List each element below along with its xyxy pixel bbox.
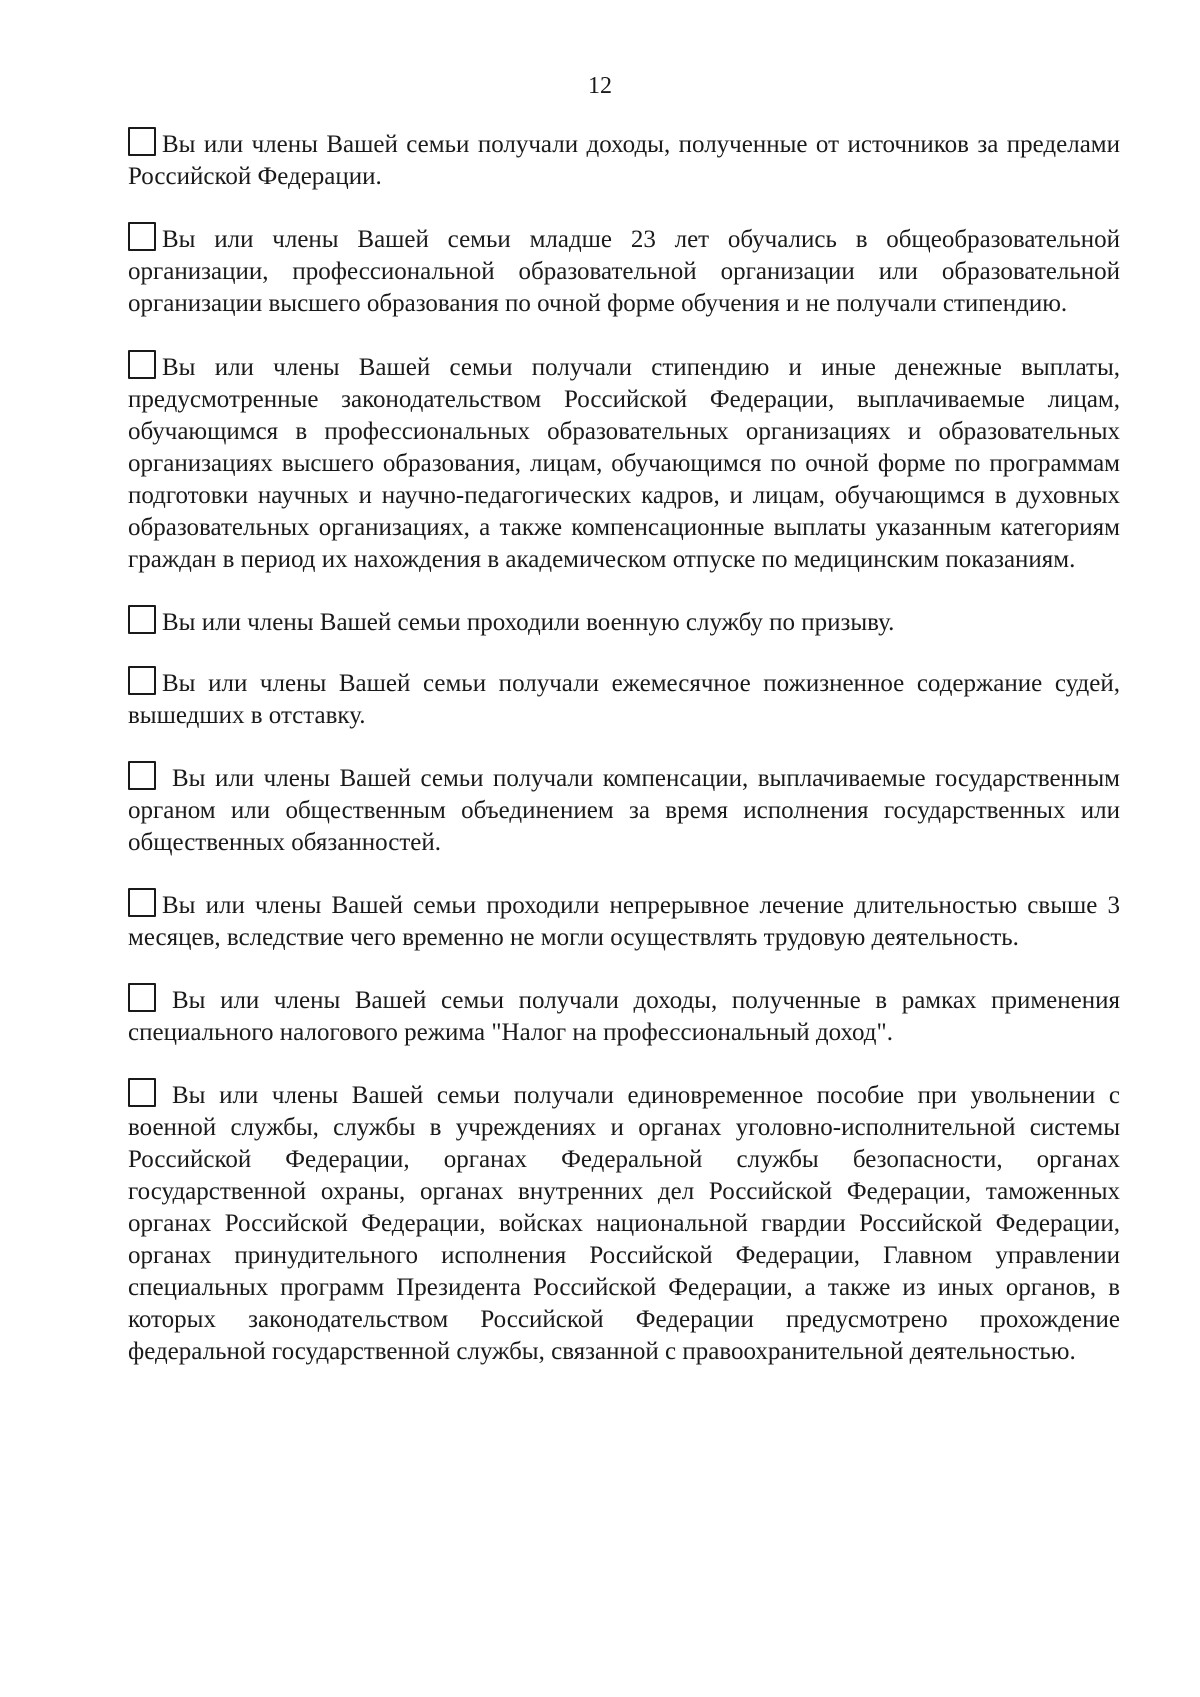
item-paragraph	[128, 605, 1120, 639]
list-item	[128, 666, 1120, 732]
item-paragraph	[128, 761, 1120, 859]
checkbox[interactable]	[128, 127, 156, 156]
item-text: Вы или члены Вашей семьи проходили военную службу по призыву.	[162, 609, 895, 636]
page-number: 12	[588, 73, 612, 99]
item-paragraph	[128, 127, 1120, 193]
item-paragraph	[128, 666, 1120, 732]
checkbox[interactable]	[128, 1078, 156, 1107]
checkbox[interactable]	[128, 761, 156, 790]
list-item	[128, 761, 1120, 859]
item-paragraph	[128, 1078, 1120, 1368]
item-text: Вы или члены Вашей семьи младше 23 лет обучались в общеобразовательной организации, профессиональной образовательной организации или образовательной организации высшего образования по очной форме обучения и не получали стипендию.	[128, 226, 1120, 317]
list-item	[128, 350, 1120, 576]
item-text: Вы или члены Вашей семьи получали компенсации, выплачиваемые государственным органом или общественным объединением за время исполнения государственных или общественных обязанностей.	[128, 765, 1120, 856]
checkbox-list	[128, 127, 1120, 1368]
list-item	[128, 605, 1120, 639]
list-item	[128, 983, 1120, 1049]
list-item	[128, 1078, 1120, 1368]
item-text: Вы или члены Вашей семьи проходили непрерывное лечение длительностью свыше 3 месяцев, вследствие чего временно не могли осуществлять трудовую деятельность.	[128, 892, 1120, 951]
list-item	[128, 888, 1120, 954]
item-paragraph	[128, 222, 1120, 320]
checkbox[interactable]	[128, 222, 156, 251]
item-text: Вы или члены Вашей семьи получали доходы, полученные от источников за пределами Российской Федерации.	[128, 131, 1120, 190]
item-text: Вы или члены Вашей семьи получали единовременное пособие при увольнении с военной службы, службы в учреждениях и органах уголовно-исполнительной системы Российской Федерации, органах Федеральной службы безопасности, органах государственной охраны, органах внутренних дел Российской Федерации, таможенных органах Российской Федерации, войсках национальной гвардии Российской Федерации, органах принудительного исполнения Российской Федерации, Главном управлении специальных программ Президента Российской Федерации, а также из иных органов, в которых законодательством Российской Федерации предусмотрено прохождение федеральной государственной службы, связанной с правоохранительной деятельностью.	[128, 1082, 1120, 1365]
checkbox[interactable]	[128, 888, 156, 917]
item-paragraph	[128, 350, 1120, 576]
item-paragraph	[128, 888, 1120, 954]
list-item	[128, 127, 1120, 193]
checkbox[interactable]	[128, 350, 156, 379]
checkbox[interactable]	[128, 666, 156, 695]
item-text: Вы или члены Вашей семьи получали стипендию и иные денежные выплаты, предусмотренные законодательством Российской Федерации, выплачиваемые лицам, обучающимся в профессиональных образовательных организациях и образовательных организациях высшего образования, лицам, обучающимся по очной форме по программам подготовки научных и научно-педагогических кадров, и лицам, обучающимся в духовных образовательных организациях, а также компенсационные выплаты указанным категориям граждан в период их нахождения в академическом отпуске по медицинским показаниям.	[128, 354, 1120, 573]
item-text: Вы или члены Вашей семьи получали ежемесячное пожизненное содержание судей, вышедших в отставку.	[128, 670, 1120, 729]
checkbox[interactable]	[128, 983, 156, 1012]
item-paragraph	[128, 983, 1120, 1049]
list-item	[128, 222, 1120, 320]
checkbox[interactable]	[128, 605, 156, 634]
item-text: Вы или члены Вашей семьи получали доходы, полученные в рамках применения специального налогового режима "Налог на профессиональный доход".	[128, 987, 1120, 1046]
